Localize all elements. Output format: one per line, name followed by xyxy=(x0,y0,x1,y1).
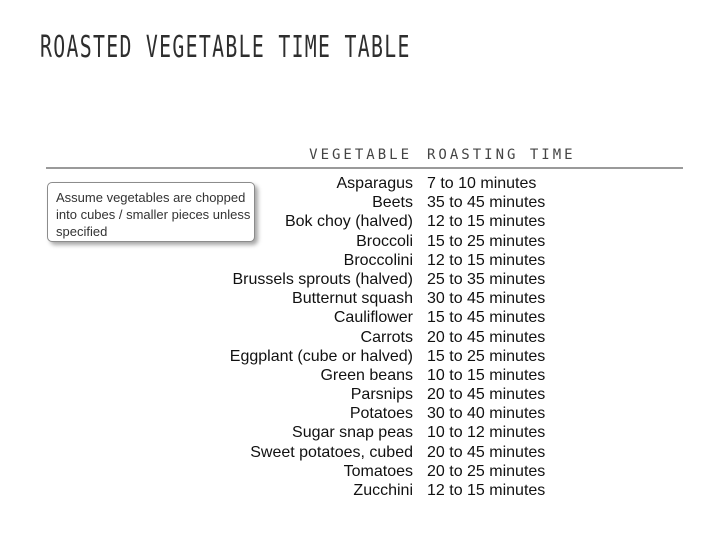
roasting-time: 30 to 45 minutes xyxy=(427,290,546,308)
table-row xyxy=(0,232,720,251)
table-row xyxy=(0,270,720,289)
roasting-time: 25 to 35 minutes xyxy=(427,270,546,288)
table-row xyxy=(0,193,720,212)
table-row xyxy=(0,443,720,462)
roasting-time: 15 to 25 minutes xyxy=(427,347,546,365)
roasting-time: 7 to 10 minutes xyxy=(427,175,537,192)
roasting-time: 30 to 40 minutes xyxy=(427,405,546,423)
vegetable-name: Parsnips xyxy=(350,386,413,404)
vegetable-name: Carrots xyxy=(360,328,413,346)
roasting-time: 35 to 45 minutes xyxy=(427,194,546,212)
page-title: ROASTED VEGETABLE TIME TABLE xyxy=(40,30,411,65)
roasting-time: 12 to 15 minutes xyxy=(427,482,546,499)
roasting-time: 10 to 15 minutes xyxy=(427,366,546,384)
table-row xyxy=(0,174,720,193)
roasting-time: 15 to 45 minutes xyxy=(427,309,546,327)
roasting-time: 20 to 45 minutes xyxy=(427,328,546,346)
vegetable-name: Beets xyxy=(372,194,413,212)
table-row xyxy=(0,481,720,500)
vegetable-name: Sugar snap peas xyxy=(292,424,413,442)
table-row xyxy=(0,328,720,347)
roasting-time: 20 to 45 minutes xyxy=(427,386,546,404)
table-row xyxy=(0,423,720,442)
note-box: Assume vegetables are chopped into cubes / smaller pieces unless specified xyxy=(47,182,255,242)
roasting-time: 12 to 15 minutes xyxy=(427,213,546,231)
table-row xyxy=(0,212,720,231)
vegetable-name: Tomatoes xyxy=(343,462,413,480)
table-row xyxy=(0,308,720,327)
vegetable-name: Asparagus xyxy=(336,175,413,192)
vegetable-name: Broccoli xyxy=(356,232,413,250)
column-header-vegetable: VEGETABLE xyxy=(309,147,412,163)
column-header-roasting-time: ROASTING TIME xyxy=(427,147,576,163)
roasting-time: 10 to 12 minutes xyxy=(427,424,546,442)
vegetable-name: Zucchini xyxy=(353,482,413,499)
vegetable-name: Cauliflower xyxy=(333,309,413,327)
table-row xyxy=(0,347,720,366)
header-divider xyxy=(46,167,683,169)
vegetable-name: Eggplant (cube or halved) xyxy=(229,347,413,365)
table-row xyxy=(0,462,720,481)
roasting-time: 20 to 45 minutes xyxy=(427,443,546,461)
table-row xyxy=(0,289,720,308)
vegetable-name: Brussels sprouts (halved) xyxy=(232,270,413,288)
roasting-time: 12 to 15 minutes xyxy=(427,251,546,269)
roasting-time: 20 to 25 minutes xyxy=(427,462,546,480)
table-row xyxy=(0,404,720,423)
vegetable-name: Bok choy (halved) xyxy=(284,213,413,231)
table-row xyxy=(0,366,720,385)
roasting-time: 15 to 25 minutes xyxy=(427,232,546,250)
time-table xyxy=(0,174,720,500)
table-row xyxy=(0,385,720,404)
vegetable-name: Potatoes xyxy=(349,405,413,423)
vegetable-name: Broccolini xyxy=(343,251,413,269)
vegetable-name: Sweet potatoes, cubed xyxy=(250,443,413,461)
table-row xyxy=(0,251,720,270)
vegetable-name: Green beans xyxy=(320,366,413,384)
vegetable-name: Butternut squash xyxy=(292,290,413,308)
